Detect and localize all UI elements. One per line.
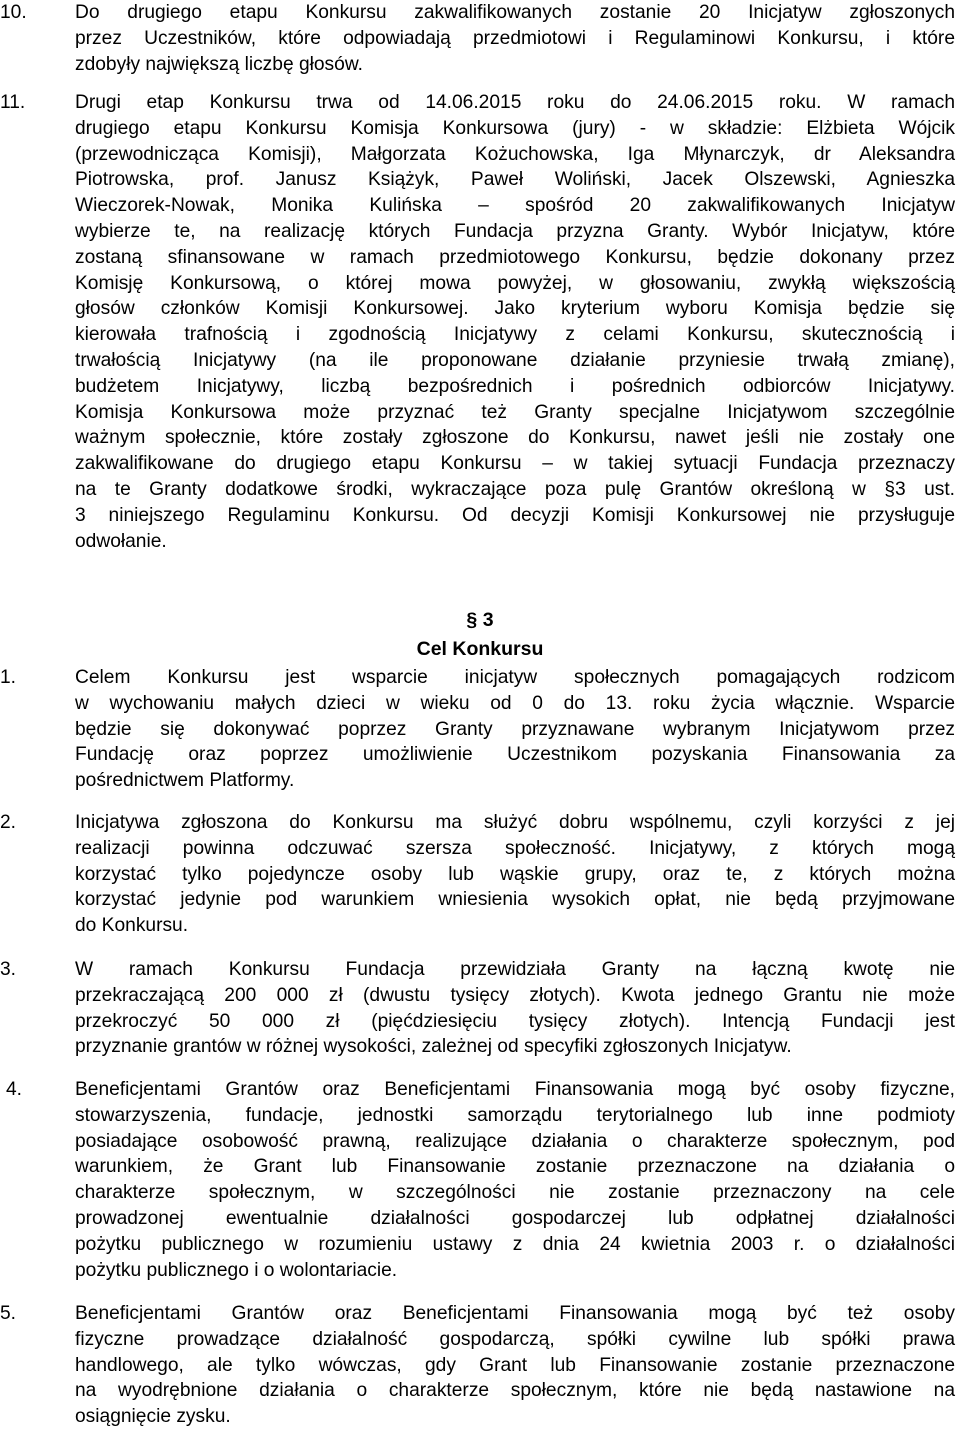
text-line: zostaną sfinansowane w ramach przedmiotowego Konkursu, będzie dokonany przez — [75, 246, 955, 268]
text-line: Beneficjentami Grantów oraz Beneficjentami Finansowania mogą być osoby fizyczne, — [75, 1079, 955, 1100]
section-title: Cel Konkursu — [416, 638, 544, 660]
text-line: charakterze społecznym, w szczególności nie zostanie przeznaczony na cele — [75, 1182, 955, 1204]
item-text — [75, 665, 955, 794]
item-number: 4. — [6, 1079, 23, 1100]
text-line: Beneficjentami Grantów oraz Beneficjentami Finansowania mogą być też osoby — [75, 1303, 955, 1324]
item-text — [75, 957, 955, 1060]
text-line: pożytku publicznego i o wolontariacie. — [75, 1259, 398, 1281]
section-number — [0, 607, 960, 633]
item-text — [75, 90, 955, 554]
text-line: do Konkursu. — [75, 915, 189, 937]
text-line: drugiego etapu Konkursu Komisja Konkursowa (jury) - w składzie: Elżbieta Wójcik — [75, 117, 955, 139]
section-symbol: § — [466, 609, 478, 631]
item-text — [75, 810, 955, 939]
text-line: na te Granty dodatkowe środki, wykraczające poza pulę Grantów określoną w §3 ust. — [75, 478, 955, 500]
text-line: stowarzyszenia, fundacje, jednostki samorządu terytorialnego lub inne podmioty — [75, 1104, 955, 1126]
item-number: 3. — [0, 959, 17, 980]
item-text — [75, 1301, 955, 1430]
section-number-value: 3 — [482, 609, 494, 631]
item-text — [75, 0, 955, 77]
text-line: fizyczne prowadzące działalność gospodarczą, spółki cywilne lub spółki prawa — [75, 1328, 955, 1350]
text-line: na wyodrębnione działania o charakterze społecznym, które nie będą nastawione na — [75, 1380, 955, 1402]
text-line: przez Uczestników, które odpowiadają przedmiotowi i Regulaminowi Konkursu, i które — [75, 27, 955, 49]
text-line: przyznanie grantów w różnej wysokości, zależnej od specyfiki zgłoszonych Inicjatyw. — [75, 1036, 792, 1058]
item-text — [75, 1077, 955, 1283]
text-line: Inicjatywa zgłoszona do Konkursu ma służyć dobru wspólnemu, czyli korzyści z jej — [75, 812, 955, 833]
text-line: w wychowaniu małych dzieci w wieku od 0 do 13. roku życia włącznie. Wsparcie — [75, 692, 955, 714]
text-line: Do drugiego etapu Konkursu zakwalifikowanych zostanie 20 Inicjatyw zgłoszonych — [75, 2, 955, 23]
item-number: 2. — [0, 812, 17, 833]
text-line: odwołanie. — [75, 530, 167, 552]
text-line: zakwalifikowane do drugiego etapu Konkursu – w takiej sytuacji Fundacja przeznaczy — [75, 453, 955, 475]
text-line: 3 niniejszego Regulaminu Konkursu. Od decyzji Komisji Konkursowej nie przysługuje — [75, 504, 955, 526]
text-line: ważnym społecznie, które zostały zgłoszone do Konkursu, nawet jeśli nie zostały one — [75, 427, 955, 449]
text-line: Piotrowska, prof. Janusz Książyk, Paweł Woliński, Jacek Olszewski, Agnieszka — [75, 169, 955, 191]
text-line: zdobyły największą liczbę głosów. — [75, 53, 363, 75]
text-line: prowadzonej ewentualnie działalności gospodarczej lub odpłatnej działalności — [75, 1207, 955, 1229]
text-line: korzystać tylko pojedyncze osoby lub wąskie grupy, oraz te, z których można — [75, 863, 955, 885]
text-line: realizacji powinna odczuwać szersza społeczność. Inicjatywy, z których mogą — [75, 837, 955, 859]
item-number: 1. — [0, 667, 17, 688]
text-line: korzystać jedynie pod warunkiem wniesienia wysokich opłat, nie będą przyjmowane — [75, 889, 955, 911]
text-line: Komisję Konkursową, o której mowa powyżej, w głosowaniu, zwykłą większością — [75, 272, 955, 294]
item-number: 10. — [0, 2, 27, 23]
text-line: Celem Konkursu jest wsparcie inicjatyw społecznych pomagających rodzicom — [75, 667, 955, 688]
text-line: będzie się dokonywać poprzez Granty przyznawane wybranym Inicjatywom przez — [75, 718, 955, 740]
text-line: Wieczorek-Nowak, Monika Kulińska – spośród 20 zakwalifikowanych Inicjatyw — [75, 195, 955, 217]
item-number: 5. — [0, 1303, 17, 1324]
text-line: przekraczającą 200 000 zł (dwustu tysięcy złotych). Kwota jednego Grantu nie może — [75, 984, 955, 1006]
text-line: wybierze te, na realizację których Fundacja przyzna Granty. Wybór Inicjatyw, które — [75, 220, 955, 242]
text-line: głosów członków Komisji Konkursowej. Jako kryterium wyboru Komisja będzie się — [75, 298, 955, 320]
text-line: przekroczyć 50 000 zł (pięćdziesięciu tysięcy złotych). Intencją Fundacji jest — [75, 1010, 955, 1032]
text-line: handlowego, ale tylko wówczas, gdy Grant lub Finansowanie zostanie przeznaczone — [75, 1354, 955, 1376]
text-line: warunkiem, że Grant lub Finansowanie zostanie przeznaczone na działania o — [75, 1156, 955, 1178]
text-line: posiadające osobowość prawną, realizujące działania o charakterze społecznym, pod — [75, 1130, 955, 1152]
text-line: W ramach Konkursu Fundacja przewidziała Granty na łączną kwotę nie — [75, 959, 955, 980]
text-line: Drugi etap Konkursu trwa od 14.06.2015 roku do 24.06.2015 roku. W ramach — [75, 92, 955, 113]
text-line: pośrednictwem Platformy. — [75, 770, 295, 792]
text-line: pożytku publicznego w rozumieniu ustawy z dnia 24 kwietnia 2003 r. o działalności — [75, 1233, 955, 1255]
text-line: trwałością Inicjatywy (na ile proponowane działanie przyniesie trwałą zmianę), — [75, 349, 955, 371]
text-line: osiągnięcie zysku. — [75, 1406, 231, 1428]
item-number: 11. — [0, 92, 26, 113]
text-line: kierowała trafnością i zgodnością Inicjatywy z celami Konkursu, skutecznością i — [75, 324, 955, 346]
text-line: Komisja Konkursowa może przyznać też Granty specjalne Inicjatywom szczególnie — [75, 401, 955, 423]
text-line: (przewodnicząca Komisji), Małgorzata Kożuchowska, Iga Młynarczyk, dr Aleksandra — [75, 143, 955, 165]
text-line: Fundację oraz poprzez umożliwienie Uczestnikom pozyskania Finansowania za — [75, 744, 955, 766]
text-line: budżetem Inicjatywy, liczbą bezpośrednich i pośrednich odbiorców Inicjatywy. — [75, 375, 955, 397]
